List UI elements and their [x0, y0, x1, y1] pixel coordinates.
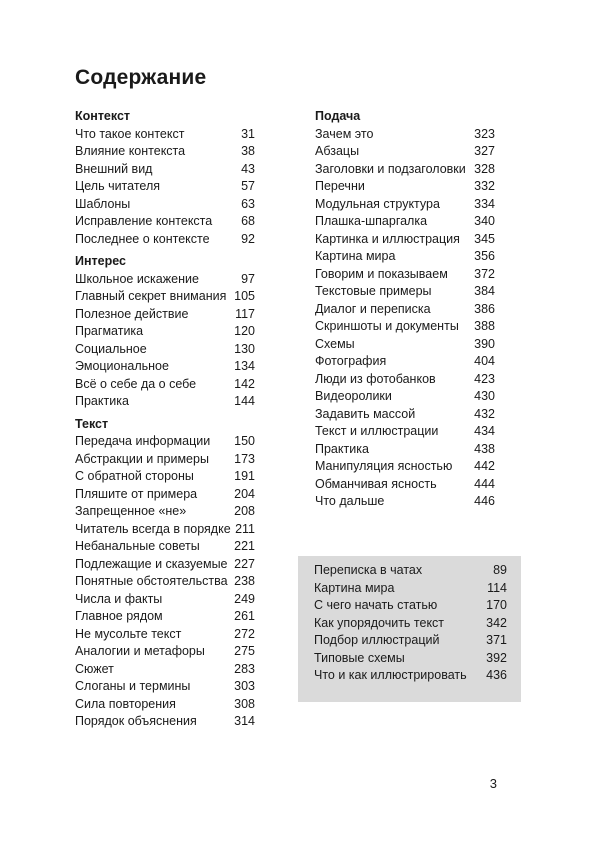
sidebar-item[interactable]	[314, 667, 507, 685]
section-title-interest: Интерес	[75, 254, 126, 268]
toc-item-page: 442	[474, 459, 495, 473]
toc-item[interactable]	[315, 388, 495, 406]
toc-item-page: 390	[474, 336, 495, 351]
toc-item-label: Полезное действие	[75, 306, 189, 321]
page-number: 3	[489, 776, 497, 791]
toc-item[interactable]	[75, 306, 255, 324]
sidebar-box	[298, 556, 521, 702]
toc-item-page: 63	[241, 196, 255, 211]
toc-item[interactable]	[315, 458, 495, 476]
toc-item[interactable]	[315, 161, 495, 179]
toc-item-page: 423	[474, 371, 495, 386]
toc-item-label: Влияние контекста	[75, 144, 186, 158]
toc-item-label: Практика	[75, 394, 129, 408]
toc-item[interactable]	[75, 468, 255, 486]
sidebar-item[interactable]	[314, 597, 507, 615]
toc-item[interactable]	[75, 178, 255, 196]
toc-item-label: Манипуляция ясностью	[315, 459, 453, 473]
toc-item-label: Аналогии и метафоры	[75, 644, 205, 658]
toc-item-label: Шаблоны	[75, 196, 131, 211]
toc-item-page: 105	[234, 289, 255, 303]
toc-item-label: Социальное	[75, 341, 147, 356]
toc-item[interactable]	[315, 213, 495, 231]
sidebar-item[interactable]	[314, 632, 507, 650]
toc-item-page: 328	[474, 161, 495, 176]
toc-item-label: Абзацы	[315, 144, 360, 158]
toc-item-page: 303	[234, 679, 255, 693]
toc-item-label: Главный секрет внимания	[75, 289, 227, 303]
toc-item[interactable]	[75, 678, 255, 696]
toc-item[interactable]	[315, 178, 495, 196]
toc-item[interactable]	[75, 358, 255, 376]
toc-item[interactable]	[75, 643, 255, 661]
toc-item-label: Зачем это	[315, 126, 374, 141]
toc-item-label: Практика	[315, 441, 369, 456]
toc-item-label: Плашка-шпаргалка	[315, 214, 428, 228]
toc-item-page: 434	[474, 424, 495, 438]
toc-right-column	[315, 108, 495, 511]
toc-item-page: 43	[241, 161, 255, 176]
toc-item-page: 142	[234, 376, 255, 391]
toc-item[interactable]	[315, 371, 495, 389]
toc-item-page: 334	[474, 196, 495, 211]
toc-item-label: Школьное искажение	[75, 271, 199, 286]
toc-item[interactable]	[315, 196, 495, 214]
toc-item[interactable]	[75, 696, 255, 714]
toc-item-label: Абстракции и примеры	[75, 451, 209, 466]
toc-item-label: Обманчивая ясность	[315, 476, 437, 491]
toc-item-label: Диалог и переписка	[315, 301, 431, 316]
sidebar-item-label: Как упорядочить текст	[314, 615, 445, 630]
toc-item-label: Что такое контекст	[75, 126, 185, 141]
sidebar-item-page: 371	[486, 633, 507, 647]
toc-item-page: 150	[234, 434, 255, 448]
toc-item-label: Последнее о контексте	[75, 231, 210, 246]
toc-item[interactable]	[315, 231, 495, 249]
toc-item-label: Картина мира	[315, 249, 396, 263]
toc-item[interactable]	[315, 126, 495, 144]
toc-item[interactable]	[315, 353, 495, 371]
sidebar-item-page: 342	[486, 615, 507, 630]
toc-item-label: Текст и иллюстрации	[315, 424, 439, 438]
toc-item[interactable]	[315, 423, 495, 441]
toc-item-label: Сила повторения	[75, 696, 176, 711]
toc-item-label: Сюжет	[75, 661, 114, 676]
toc-item-label: Цель читателя	[75, 179, 161, 193]
toc-item[interactable]	[75, 521, 255, 539]
sidebar-item-label: Переписка в чатах	[314, 563, 423, 577]
toc-item-page: 432	[474, 406, 495, 421]
toc-item-page: 430	[474, 389, 495, 403]
toc-item[interactable]	[315, 283, 495, 301]
toc-item-label: Картинка и иллюстрация	[315, 231, 460, 246]
toc-item-label: Внешний вид	[75, 161, 153, 176]
toc-item-page: 227	[234, 556, 255, 571]
toc-item-page: 340	[474, 214, 495, 228]
toc-item-label: Прагматика	[75, 324, 144, 338]
toc-item[interactable]	[75, 573, 255, 591]
toc-item[interactable]	[75, 433, 255, 451]
toc-item-label: Числа и факты	[75, 591, 163, 606]
toc-item-page: 356	[474, 249, 495, 263]
toc-item-page: 327	[474, 144, 495, 158]
toc-item-label: Слоганы и термины	[75, 679, 191, 693]
sidebar-item-page: 114	[487, 580, 507, 595]
toc-item[interactable]	[315, 441, 495, 459]
sidebar-item-page: 170	[486, 598, 507, 612]
sidebar-item-label: Что и как иллюстрировать	[314, 668, 467, 682]
sidebar-item[interactable]	[314, 650, 507, 668]
sidebar-item[interactable]	[314, 562, 507, 580]
sidebar-item-page: 436	[486, 668, 507, 682]
toc-item-label: Эмоциональное	[75, 359, 169, 373]
toc-item-page: 204	[234, 486, 255, 501]
toc-item[interactable]	[75, 231, 255, 249]
toc-item-label: Не мусольте текст	[75, 626, 182, 641]
toc-item-label: Понятные обстоятельства	[75, 574, 228, 588]
toc-item-page: 308	[234, 696, 255, 711]
toc-item-page: 249	[234, 591, 255, 606]
toc-item-page: 386	[474, 301, 495, 316]
toc-item[interactable]	[75, 393, 255, 411]
toc-item[interactable]	[75, 126, 255, 144]
toc-item[interactable]	[75, 323, 255, 341]
toc-item[interactable]	[75, 213, 255, 231]
toc-item-page: 191	[234, 469, 255, 483]
toc-item-label: Главное рядом	[75, 609, 163, 623]
toc-item-page: 446	[474, 494, 495, 508]
toc-item[interactable]	[315, 248, 495, 266]
sidebar-item-label: С чего начать статью	[314, 598, 438, 612]
toc-item-label: Читатель всегда в порядке	[75, 521, 231, 536]
toc-item[interactable]	[75, 376, 255, 394]
toc-item-label: Текстовые примеры	[315, 284, 432, 298]
toc-item-page: 92	[241, 231, 255, 246]
toc-item[interactable]	[75, 341, 255, 359]
toc-item-label: Что дальше	[315, 494, 385, 508]
toc-item[interactable]	[75, 143, 255, 161]
toc-item[interactable]	[75, 196, 255, 214]
toc-item-page: 323	[474, 126, 495, 141]
toc-item-page: 238	[234, 574, 255, 588]
toc-item-page: 272	[234, 626, 255, 641]
toc-item[interactable]	[315, 266, 495, 284]
sidebar-item[interactable]	[314, 615, 507, 633]
toc-item[interactable]	[315, 301, 495, 319]
toc-item-page: 388	[474, 319, 495, 333]
toc-item-page: 261	[234, 609, 255, 623]
toc-item-label: Модульная структура	[315, 196, 440, 211]
toc-item-label: Исправление контекста	[75, 214, 213, 228]
toc-item[interactable]	[75, 661, 255, 679]
toc-item-page: 372	[474, 266, 495, 281]
toc-item-page: 97	[241, 271, 255, 286]
toc-item-label: Передача информации	[75, 434, 211, 448]
sidebar-item-label: Подбор иллюстраций	[314, 633, 440, 647]
toc-item-page: 120	[234, 324, 255, 338]
toc-item-label: Видеоролики	[315, 389, 392, 403]
toc-item[interactable]	[315, 336, 495, 354]
toc-item-page: 211	[235, 521, 255, 536]
toc-item[interactable]	[75, 591, 255, 609]
toc-item[interactable]	[75, 161, 255, 179]
toc-item-label: Задавить массой	[315, 406, 416, 421]
toc-item-label: Небанальные советы	[75, 539, 200, 553]
toc-item-label: Люди из фотобанков	[315, 371, 436, 386]
toc-item-page: 345	[474, 231, 495, 246]
toc-item[interactable]	[75, 451, 255, 469]
toc-item-label: Перечни	[315, 179, 365, 193]
toc-item-label: Всё о себе да о себе	[75, 376, 197, 391]
section-title-delivery: Подача	[315, 109, 361, 123]
page-title: Содержание	[75, 66, 207, 89]
toc-left-column	[75, 108, 255, 731]
toc-item-page: 117	[235, 306, 255, 321]
toc-item-page: 438	[474, 441, 495, 456]
toc-item-page: 144	[234, 394, 255, 408]
sidebar-item-page: 392	[486, 650, 507, 665]
toc-item-page: 332	[474, 179, 495, 193]
toc-item-label: Запрещенное «не»	[75, 504, 187, 518]
toc-item-label: Говорим и показываем	[315, 266, 448, 281]
toc-item-label: Подлежащие и сказуемые	[75, 556, 228, 571]
toc-item[interactable]	[315, 318, 495, 336]
toc-item[interactable]	[315, 493, 495, 511]
toc-item-page: 173	[234, 451, 255, 466]
sidebar-item[interactable]	[314, 580, 507, 598]
toc-item-page: 208	[234, 504, 255, 518]
toc-item-page: 57	[241, 179, 255, 193]
toc-item-page: 444	[474, 476, 495, 491]
toc-item[interactable]	[315, 406, 495, 424]
toc-item[interactable]	[75, 486, 255, 504]
toc-item[interactable]	[75, 626, 255, 644]
toc-item[interactable]	[75, 503, 255, 521]
toc-item[interactable]	[75, 608, 255, 626]
toc-item-label: Схемы	[315, 336, 355, 351]
sidebar-item-label: Картина мира	[314, 580, 395, 595]
toc-item-page: 275	[234, 644, 255, 658]
toc-item-label: С обратной стороны	[75, 469, 194, 483]
toc-item-page: 38	[241, 144, 255, 158]
toc-item[interactable]	[75, 288, 255, 306]
toc-item-page: 283	[234, 661, 255, 676]
toc-item-label: Заголовки и подзаголовки	[315, 161, 466, 176]
toc-item-page: 68	[241, 214, 255, 228]
toc-item-page: 384	[474, 284, 495, 298]
toc-item[interactable]	[75, 713, 255, 731]
toc-item[interactable]	[75, 538, 255, 556]
toc-item-label: Скриншоты и документы	[315, 319, 459, 333]
toc-item-page: 130	[234, 341, 255, 356]
toc-item-page: 404	[474, 354, 495, 368]
toc-item-page: 134	[234, 359, 255, 373]
sidebar-item-label: Типовые схемы	[314, 650, 405, 665]
toc-item-label: Пляшите от примера	[75, 486, 198, 501]
section-title-context: Контекст	[75, 109, 131, 123]
toc-item-page: 31	[241, 126, 255, 141]
sidebar-item-page: 89	[493, 563, 507, 577]
section-title-text: Текст	[75, 416, 109, 431]
toc-item-label: Фотография	[315, 354, 387, 368]
toc-item-page: 221	[234, 539, 255, 553]
toc-item[interactable]	[315, 476, 495, 494]
toc-item-page: 314	[234, 714, 255, 728]
toc-item[interactable]	[75, 271, 255, 289]
toc-item-label: Порядок объяснения	[75, 714, 197, 728]
toc-item[interactable]	[315, 143, 495, 161]
toc-item[interactable]	[75, 556, 255, 574]
